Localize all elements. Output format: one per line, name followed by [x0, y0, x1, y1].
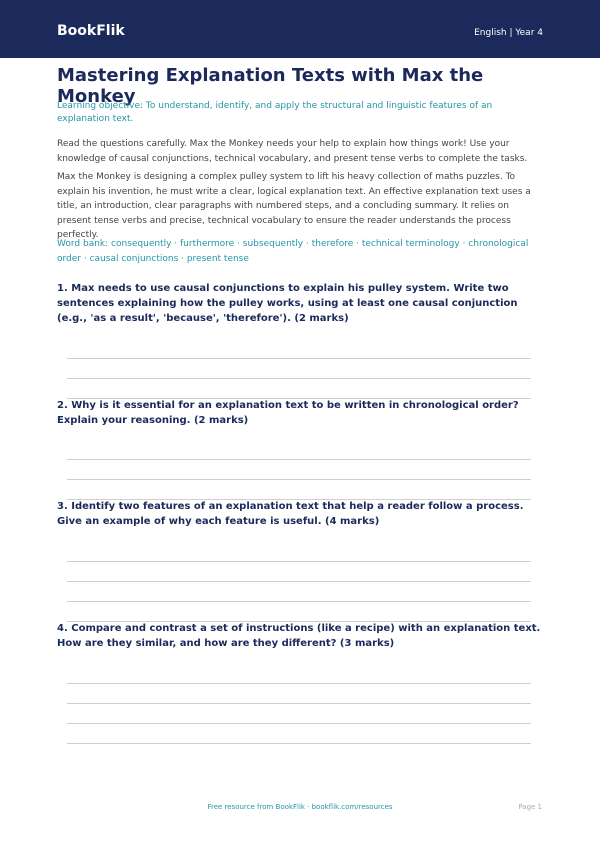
- answer-line[interactable]: [67, 601, 531, 602]
- page-title: Mastering Explanation Texts with Max the Monkey: [57, 65, 484, 107]
- page-number: Page 1: [518, 803, 542, 811]
- answer-line[interactable]: [67, 703, 531, 704]
- footer-link[interactable]: Free resource from BookFlik · bookflik.com/resources: [207, 803, 393, 811]
- answer-line[interactable]: [67, 723, 531, 724]
- answer-line[interactable]: [67, 683, 531, 684]
- answer-line[interactable]: [67, 479, 531, 480]
- question-3: 3. Identify two features of an explanation text that help a reader follow a process. Give an example of why each feature is useful. (4 marks): [57, 501, 524, 527]
- question-1: 1. Max needs to use causal conjunctions to explain his pulley system. Write two sentences explaining how the pulley works, using at least one causal conjunction (e.g., 'as a result', 'because', 'therefore'). (2 marks): [57, 283, 518, 324]
- question-2: 2. Why is it essential for an explanation text to be written in chronological order? Explain your reasoning. (2 marks): [57, 400, 519, 426]
- answer-line[interactable]: [67, 459, 531, 460]
- subject-year-label: English | Year 4: [474, 28, 543, 38]
- learning-objective: Learning objective: To understand, identify, and apply the structural and linguistic features of an explanation text.: [57, 101, 493, 124]
- answer-line[interactable]: [67, 743, 531, 744]
- brand-logo: BookFlik: [57, 23, 125, 39]
- page-header: [0, 0, 600, 58]
- intro-paragraph-2: Max the Monkey is designing a complex pulley system to lift his heavy collection of maths puzzles. To explain his invention, he must write a clear, logical explanation text. An effective explanation text uses a title, an introduction, clear paragraphs with numbered steps, and a concluding summary. It relies on present tense verbs and precise, technical vocabulary to ensure the reader understands the process perfectly.: [57, 172, 531, 240]
- answer-line[interactable]: [67, 561, 531, 562]
- answer-line[interactable]: [67, 581, 531, 582]
- question-4: 4. Compare and contrast a set of instructions (like a recipe) with an explanation text. How are they similar, and how are they different? (3 marks): [57, 623, 541, 649]
- answer-line[interactable]: [67, 378, 531, 379]
- answer-line[interactable]: [67, 358, 531, 359]
- word-bank: Word bank: consequently · furthermore · subsequently · therefore · technical terminology · chronological order · causal conjunctions · present tense: [57, 239, 529, 264]
- intro-paragraph-1: Read the questions carefully. Max the Monkey needs your help to explain how things work! Use your knowledge of causal conjunctions, technical vocabulary, and present tense verbs to complete the tasks.: [57, 139, 528, 164]
